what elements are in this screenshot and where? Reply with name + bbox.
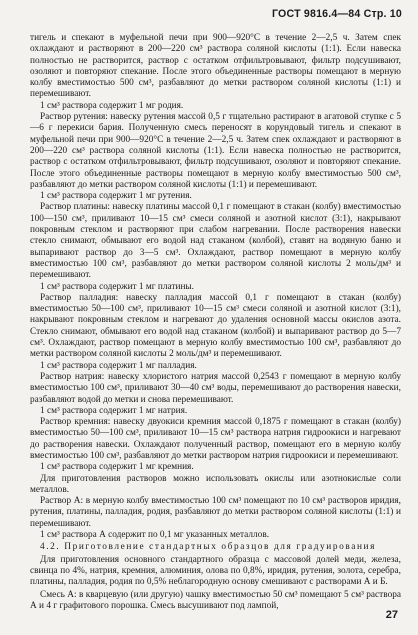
paragraph-platinum-content: 1 см³ раствора содержит 1 мг платины.	[40, 281, 195, 292]
paragraph-solution-a-content: 1 см³ раствора А содержит по 0,1 мг указанных металлов.	[40, 530, 270, 541]
page-number: 27	[385, 609, 398, 621]
paragraph-ruthenium-solution: Раствор рутения: навеску рутения массой 0,5 г тщательно растирают в агатовой ступке с 5—6 г перекиси бария. Полученную смесь переносят в корундовый тигель и спекают в муфельной печи при 900—920°С в течение 2—2,5 ч. Затем спек охлаждают и растворяют в 200—220 см³ раствора соляной кислоты (1:1). Если навеска полностью не растворится, раствор с остатком отфильтровывают, фильтр подсушивают, озоляют и повторяют спекание. После этого объединенные растворы помещают в мерную колбу вместимостью 500 см³, разбавляют до метки раствором соляной кислоты (1:1) и перемешивают.	[30, 112, 401, 190]
paragraph-sodium-content: 1 см³ раствора содержит 1 мг натрия.	[40, 405, 188, 416]
paragraph-oxides-note: Для приготовления растворов можно использовать окислы или азотнокислые соли металлов.	[30, 473, 401, 495]
paragraph-rhodium-continued: тигель и спекают в муфельной печи при 900—920°С в течение 2—2,5 ч. Затем спек охлаждают и растворяют в 200—220 см³ раствора соляной кислоты (1:1). Если навеска полностью не растворится, раствор с остатком отфильтровывают, фильтр подсушивают, озоляют и повторяют спекание. После этого объединенные растворы помещают в мерную колбу вместимостью 500 см³, разбавляют до метки раствором соляной кислоты (1:1) и перемешивают.	[30, 33, 401, 100]
paragraph-silicon-solution: Раствор кремния: навеску двуокиси кремния массой 0,1875 г помещают в стакан (колбу) вместимостью 50—100 см³, приливают 10—15 см³ раствора натрия гидроокиси и нагревают до растворения навески. Охлаждают полученный раствор, помещают его в мерную колбу вместимостью 100 см³, разбавляют до метки раствором натрия гидроокиси и перемешивают.	[30, 417, 401, 461]
paragraph-rhodium-content: 1 см³ раствора содержит 1 мг родия.	[40, 100, 184, 111]
document-body	[30, 33, 401, 612]
paragraph-palladium-content: 1 см³ раствора содержит 1 мг палладия.	[40, 360, 197, 371]
page-header: ГОСТ 9816.4—84 Стр. 10	[271, 8, 402, 20]
paragraph-platinum-solution: Раствор платины: навеску платины массой 0,1 г помещают в стакан (колбу) вместимостью 100—150 см³, приливают 10—15 см³ смеси соляной и азотной кислот (3:1), накрывают покровным стеклом и растворяют при слабом нагревании. После растворения навески стекло снимают, обмывают его водой над стаканом (колбой), ставят на водяную баню и выпаривают раствор до 3—5 см³. Охлаждают, раствор помещают в мерную колбу вместимостью 100 см³, разбавляют до метки раствором соляной кислоты 2 моль/дм³ и перемешивают.	[30, 202, 401, 281]
paragraph-silicon-content: 1 см³ раствора содержит 1 мг кремния.	[40, 462, 194, 473]
paragraph-palladium-solution: Раствор палладия: навеску палладия массой 0,1 г помещают в стакан (колбу) вместимостью 50—100 см³, приливают 10—15 см³ смеси соляной и азотной кислот (3:1), накрывают покровным стеклом и нагревают до удаления основной массы окислов азота. Стекло снимают, обмывают его водой над стаканом (колбой) и выпаривают раствор до 5—7 см³. Охлаждают, раствор помещают в мерную колбу вместимостью 100 см³, разбавляют до метки раствором соляной кислоты 2 моль/дм³ и перемешивают.	[30, 292, 401, 360]
section-heading-4-2: 4.2. Приготовление стандартных образцов для градуирования	[40, 542, 376, 553]
paragraph-solution-a: Раствор А: в мерную колбу вместимостью 100 см³ помещают по 10 см³ растворов иридия, рутения, платины, палладия, родия, разбавляют до метки раствором соляной кислоты (1:1) и перемешивают.	[30, 496, 401, 529]
paragraph-standard-sample: Для приготовления основного стандартного образца с массовой долей меди, железа, свинца по 4%, натрия, кремния, алюминия, олова по 0,8%, иридия, рутения, золота, серебра, платины, палладия, родия по 0,5% неблагородную основу смешивают с растворами А и Б.	[30, 554, 401, 588]
paragraph-mixture-a: Смесь А: в кварцевую (или другую) чашку вместимостью 50 см³ помещают 5 см³ раствора А и 4 г графитового порошка. Смесь высушивают под лампой,	[30, 589, 401, 611]
paragraph-sodium-solution: Раствор натрия: навеску хлористого натрия массой 0,2543 г помещают в мерную колбу вместимостью 100 см³, приливают 30—40 см³ воды, перемешивают до растворения навески, разбавляют водой до метки и снова перемешивают.	[30, 371, 401, 405]
paragraph-ruthenium-content: 1 см³ раствора содержит 1 мг рутения.	[40, 191, 192, 202]
